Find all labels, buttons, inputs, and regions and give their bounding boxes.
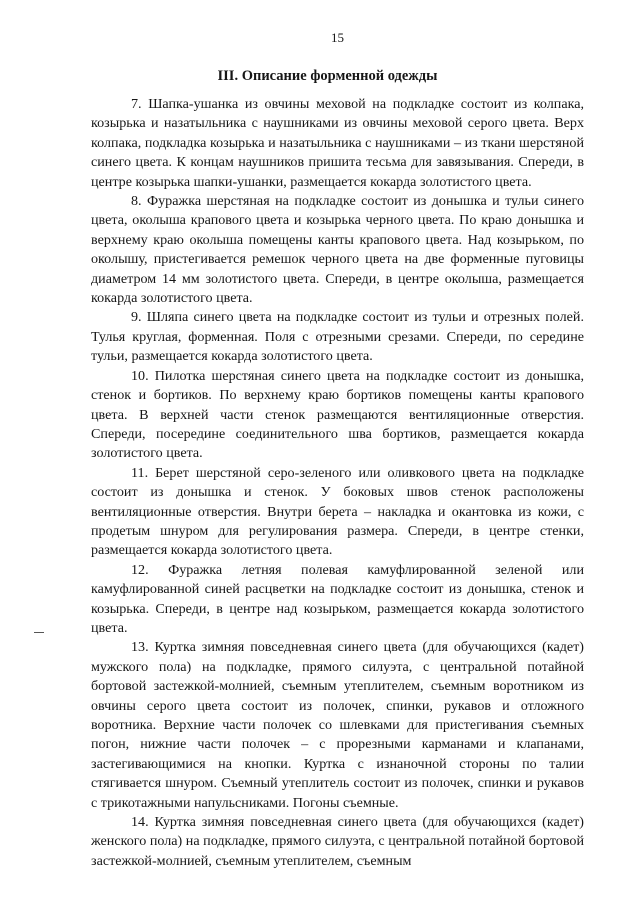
margin-mark [34, 632, 44, 633]
paragraph-11: 11. Берет шерстяной серо-зеленого или оливкового цвета на подкладке состоит из донышка и стенок. У боковых швов стенок расположены вентиляционные отверстия. Внутри берета – накладка и окантовка из кожи, с продетым шнуром для регулирования размера. Спереди, в центре стенки, размещается кокарда золотистого цвета. [91, 464, 584, 559]
paragraph-14: 14. Куртка зимняя повседневная синего цвета (для обучающихся (кадет) женского пола) на подкладке, прямого силуэта, с центральной потайной бортовой застежкой-молнией, съемным утеплителем, съемным [91, 814, 584, 869]
page-number: 15 [331, 30, 344, 45]
paragraph-8: 8. Фуражка шерстяная на подкладке состоит из донышка и тульи синего цвета, околыша крапового цвета и козырька черного цвета. По краю донышка и верхнему краю околыша помещены канты крапового цвета. Над козырьком, по околышу, пристегивается ремешок черного цвета на две форменные пуговицы диаметром 14 мм золотистого цвета. Спереди, в центре околыша, размещается кокарда золотистого цвета. [91, 193, 584, 307]
paragraph-7: 7. Шапка-ушанка из овчины меховой на подкладке состоит из колпака, козырька и назатыльника с наушниками из овчины меховой серого цвета. Верх колпака, подкладка козырька и назатыльника с наушниками – из ткани шерстяной синего цвета. К концам наушников пришита тесьма для завязывания. Спереди, в центре козырька шапки-ушанки, размещается кокарда золотистого цвета. [91, 96, 584, 190]
document-body [91, 95, 584, 871]
paragraph-9: 9. Шляпа синего цвета на подкладке состоит из тульи и отрезных полей. Тулья круглая, форменная. Поля с отрезными срезами. Спереди, по середине тульи, размещается кокарда золотистого цвета. [91, 309, 584, 365]
section-title: III. Описание форменной одежды [217, 68, 438, 84]
paragraph-10: 10. Пилотка шерстяная синего цвета на подкладке состоит из донышка, стенок и бортиков. По верхнему краю бортиков помещены канты крапового цвета. В верхней части стенок размещаются вентиляционные отверстия. Спереди, посередине соединительного шва бортиков, размещается кокарда золотистого цвета. [91, 367, 584, 462]
paragraph-12: 12. Фуражка летняя полевая камуфлированной зеленой или камуфлированной синей расцветки на подкладке состоит из донышка, стенок и козырька. Спереди, в центре над козырьком, размещается кокарда золотистого цвета. [91, 561, 584, 636]
paragraph-13: 13. Куртка зимняя повседневная синего цвета (для обучающихся (кадет) мужского пола) на подкладке, прямого силуэта, с центральной потайной бортовой застежкой-молнией, съемным утеплителем, съемным воротником из овчины серого цвета состоит из полочек, спинки, рукавов и отложного воротника. Верхние части полочек со шлевками для пристегивания съемных погон, нижние части полочек – с прорезными карманами и клапанами, застегивающимися на кнопки. Куртка с изнаночной стороны по талии стягивается шнуром. Съемный утеплитель состоит из полочек, спинки и рукавов с трикотажными напульсниками. Погоны съемные. [91, 639, 584, 811]
